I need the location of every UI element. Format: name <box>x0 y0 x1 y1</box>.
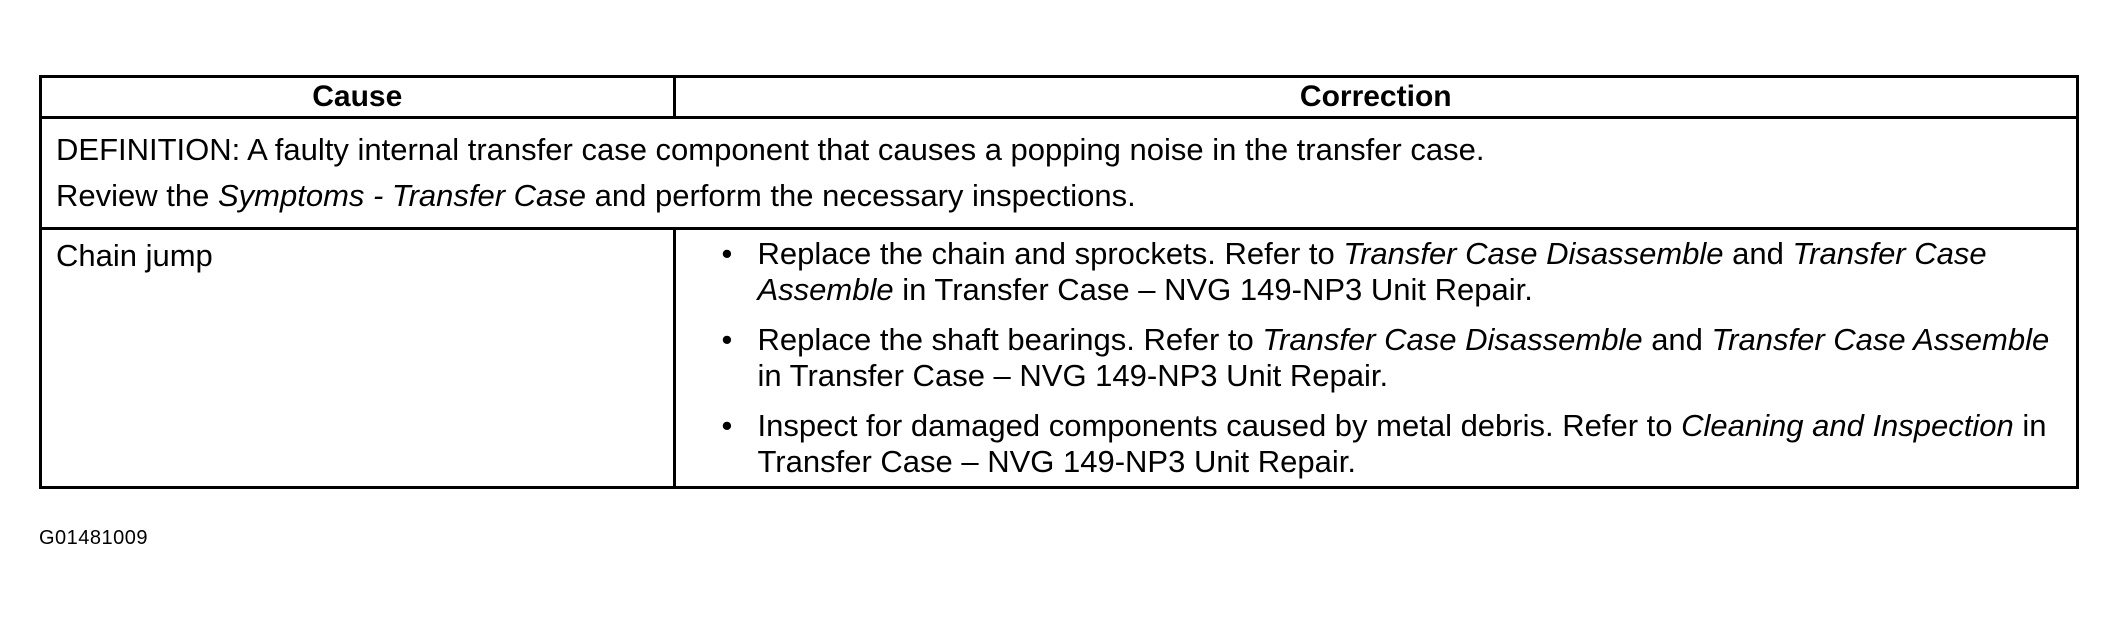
cause-correction-table <box>42 78 2076 486</box>
diagnostic-table <box>39 75 2079 489</box>
table-row <box>42 229 2076 487</box>
cleaning-inspection-reference: Cleaning and Inspection <box>1681 408 2014 443</box>
review-text <box>56 173 2062 219</box>
definition-row <box>42 118 2076 229</box>
correction-column-header: Correction <box>674 78 2076 118</box>
correction-text: and <box>1642 322 1712 357</box>
correction-text: Replace the shaft bearings. Refer to <box>757 322 1263 357</box>
list-item <box>722 408 2063 480</box>
bullet-icon: • <box>721 322 733 357</box>
figure-id: G01481009 <box>39 527 149 549</box>
table-header-row <box>42 78 2076 118</box>
list-item <box>722 322 2063 394</box>
disassemble-reference: Transfer Case Disassemble <box>1343 236 1724 271</box>
correction-text: and <box>1723 236 1793 271</box>
assemble-reference: Transfer Case Assemble <box>757 236 1987 307</box>
bullet-icon: • <box>721 408 733 443</box>
correction-cell <box>674 229 2076 487</box>
list-item <box>722 236 2063 308</box>
correction-text: in Transfer Case – NVG 149-NP3 Unit Repair. <box>757 408 2047 479</box>
definition-text: DEFINITION: A faulty internal transfer case component that causes a popping noise in the transfer case. <box>56 132 1485 167</box>
cause-column-header: Cause <box>42 78 674 118</box>
symptoms-reference: Symptoms - Transfer Case <box>217 178 587 213</box>
disassemble-reference: Transfer Case Disassemble <box>1262 322 1643 357</box>
definition-cell <box>42 118 2076 229</box>
assemble-reference: Transfer Case Assemble <box>1711 322 2050 357</box>
correction-text: in Transfer Case – NVG 149-NP3 Unit Repair. <box>757 358 1389 393</box>
correction-text: Replace the chain and sprockets. Refer to <box>757 236 1344 271</box>
correction-text: Inspect for damaged components caused by metal debris. Refer to <box>757 408 1682 443</box>
review-text-pre: Review the <box>56 178 218 213</box>
review-text-post: and perform the necessary inspections. <box>586 178 1136 213</box>
correction-list <box>722 236 2063 480</box>
correction-text: in Transfer Case – NVG 149-NP3 Unit Repair. <box>893 272 1533 307</box>
bullet-icon: • <box>721 236 733 271</box>
cause-cell: Chain jump <box>42 229 674 487</box>
